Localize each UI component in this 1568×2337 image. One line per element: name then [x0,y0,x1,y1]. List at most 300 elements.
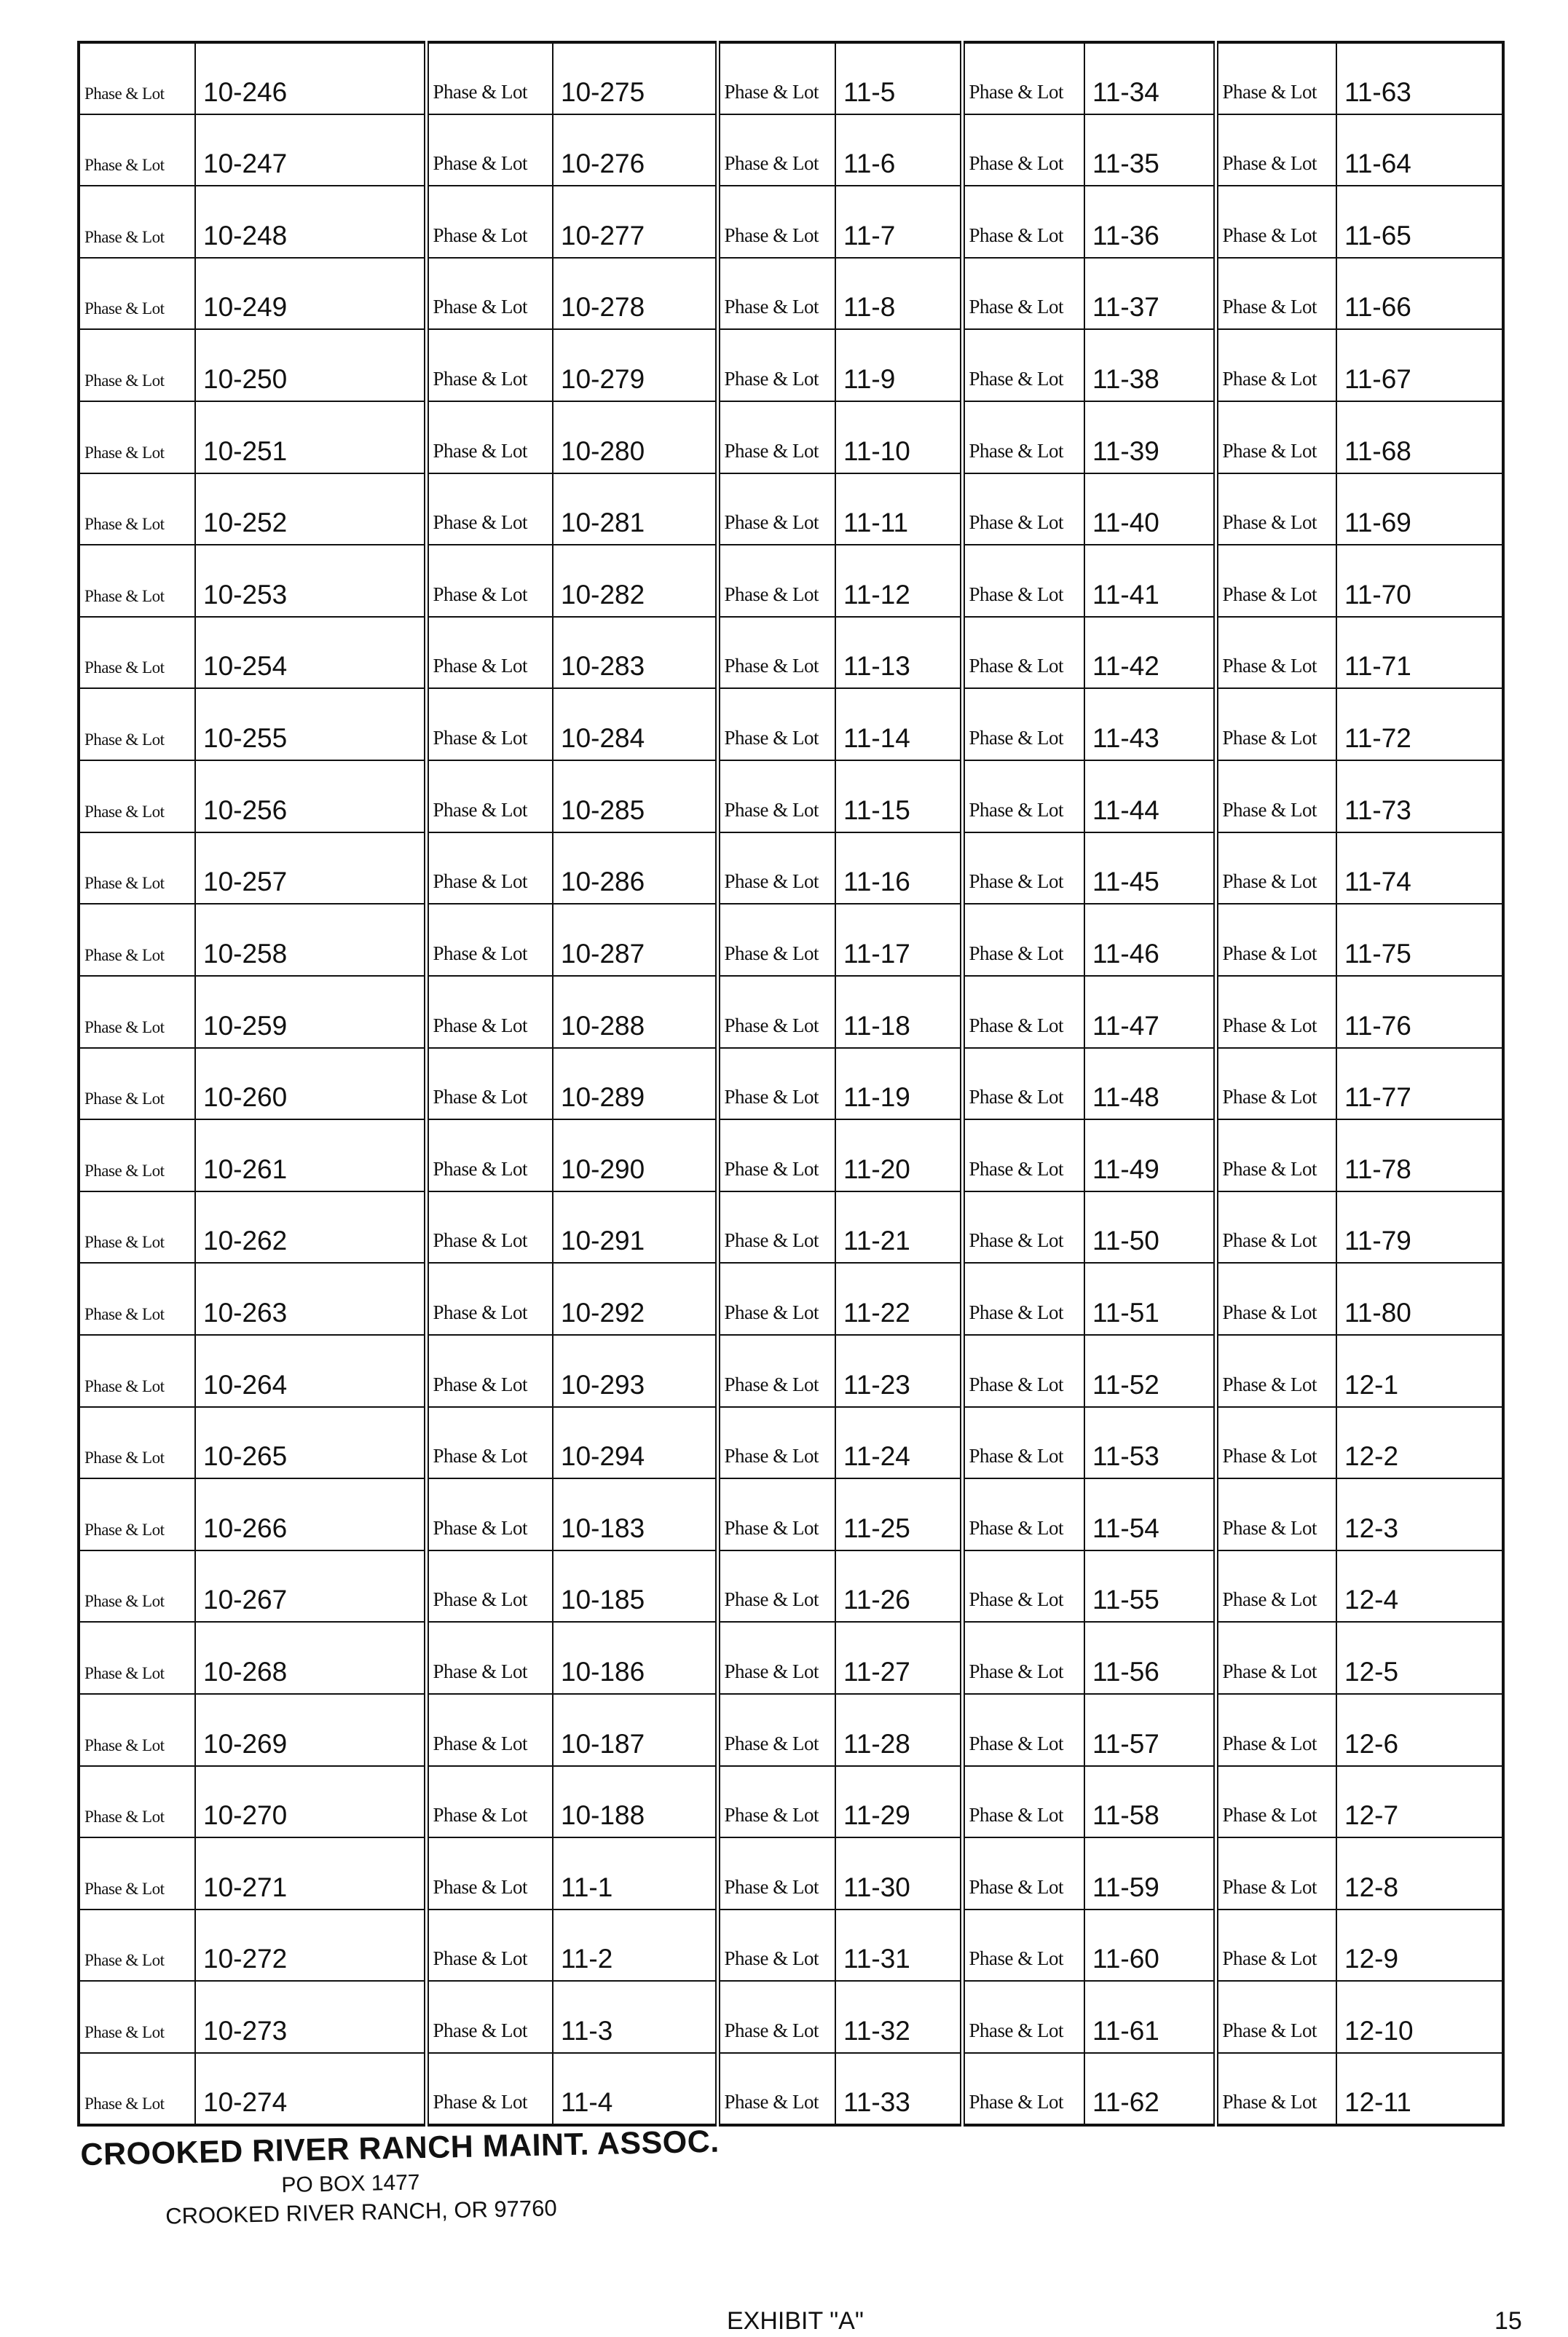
phase-lot-label: Phase & Lot [426,1837,553,1910]
lot-number: 10-249 [195,258,426,330]
lot-number: 11-37 [1084,258,1216,330]
lot-number: 11-58 [1084,1766,1216,1838]
lot-number: 10-290 [553,1119,717,1191]
lot-number: 10-254 [195,617,426,689]
lot-number: 10-294 [553,1407,717,1479]
lot-number: 11-21 [835,1191,962,1264]
phase-lot-label: Phase & Lot [962,1407,1084,1479]
lot-number: 10-247 [195,114,426,186]
phase-lot-label: Phase & Lot [79,1048,195,1120]
phase-lot-label: Phase & Lot [962,545,1084,617]
table-row [79,1766,1503,1838]
lot-number: 10-279 [553,329,717,401]
lot-number: 11-60 [1084,1910,1216,1982]
phase-lot-label: Phase & Lot [1216,186,1336,258]
phase-lot-label: Phase & Lot [962,976,1084,1048]
table-row [79,1263,1503,1335]
lot-number: 12-4 [1336,1550,1503,1623]
lot-number: 10-270 [195,1766,426,1838]
lot-number: 10-286 [553,832,717,905]
table-row [79,1694,1503,1766]
phase-lot-label: Phase & Lot [1216,976,1336,1048]
phase-lot-label: Phase & Lot [1216,1910,1336,1982]
phase-lot-label: Phase & Lot [717,904,835,976]
lot-number: 10-291 [553,1191,717,1264]
lot-number: 11-14 [835,688,962,760]
lot-number: 11-44 [1084,760,1216,832]
phase-lot-label: Phase & Lot [717,329,835,401]
phase-lot-label: Phase & Lot [717,545,835,617]
phase-lot-label: Phase & Lot [79,688,195,760]
lot-number: 11-52 [1084,1335,1216,1407]
phase-lot-label: Phase & Lot [426,545,553,617]
phase-lot-label: Phase & Lot [1216,1694,1336,1766]
table-row [79,329,1503,401]
phase-lot-label: Phase & Lot [1216,1478,1336,1550]
lot-number: 11-76 [1336,976,1503,1048]
phase-lot-label: Phase & Lot [717,401,835,473]
lot-number: 11-29 [835,1766,962,1838]
phase-lot-label: Phase & Lot [1216,114,1336,186]
phase-lot-label: Phase & Lot [79,1263,195,1335]
lot-number: 11-17 [835,904,962,976]
phase-lot-label: Phase & Lot [79,1981,195,2053]
phase-lot-label: Phase & Lot [962,2053,1084,2125]
phase-lot-label: Phase & Lot [79,1407,195,1479]
lot-number: 10-252 [195,473,426,545]
phase-lot-label: Phase & Lot [1216,760,1336,832]
lot-number: 11-9 [835,329,962,401]
table-row [79,1910,1503,1982]
lot-number: 11-59 [1084,1837,1216,1910]
lot-number: 12-10 [1336,1981,1503,2053]
phase-lot-label: Phase & Lot [426,1910,553,1982]
table-row [79,1622,1503,1694]
lot-number: 10-262 [195,1191,426,1264]
lot-number: 11-41 [1084,545,1216,617]
lot-number: 11-34 [1084,42,1216,114]
lot-number: 11-45 [1084,832,1216,905]
phase-lot-label: Phase & Lot [1216,545,1336,617]
phase-lot-label: Phase & Lot [79,473,195,545]
phase-lot-label: Phase & Lot [426,1263,553,1335]
phase-lot-label: Phase & Lot [962,1048,1084,1120]
phase-lot-label: Phase & Lot [717,1335,835,1407]
phase-lot-label: Phase & Lot [717,1910,835,1982]
phase-lot-label: Phase & Lot [962,904,1084,976]
lot-number: 10-261 [195,1119,426,1191]
phase-lot-label: Phase & Lot [426,1622,553,1694]
association-name: CROOKED RIVER RANCH MAINT. ASSOC. [80,2124,720,2172]
lot-number: 10-274 [195,2053,426,2125]
phase-lot-label: Phase & Lot [1216,42,1336,114]
lot-number: 10-289 [553,1048,717,1120]
phase-lot-label: Phase & Lot [717,760,835,832]
lot-number: 10-268 [195,1622,426,1694]
phase-lot-label: Phase & Lot [717,42,835,114]
lot-number: 10-188 [553,1766,717,1838]
lot-number: 11-75 [1336,904,1503,976]
lot-number: 11-73 [1336,760,1503,832]
table-row [79,2053,1503,2125]
lot-number: 12-1 [1336,1335,1503,1407]
phase-lot-label: Phase & Lot [79,832,195,905]
phase-lot-label: Phase & Lot [79,1910,195,1982]
phase-lot-label: Phase & Lot [426,401,553,473]
phase-lot-label: Phase & Lot [962,1694,1084,1766]
lot-number: 10-292 [553,1263,717,1335]
lot-number: 11-1 [553,1837,717,1910]
lot-number: 10-288 [553,976,717,1048]
phase-lot-label: Phase & Lot [717,1766,835,1838]
lot-number: 10-251 [195,401,426,473]
phase-lot-label: Phase & Lot [1216,1263,1336,1335]
lot-number: 11-6 [835,114,962,186]
lot-number: 10-269 [195,1694,426,1766]
phase-lot-label: Phase & Lot [426,1550,553,1623]
lot-number: 11-39 [1084,401,1216,473]
phase-lot-label: Phase & Lot [717,1048,835,1120]
phase-lot-label: Phase & Lot [962,832,1084,905]
table-row [79,832,1503,905]
phase-lot-label: Phase & Lot [426,976,553,1048]
lot-number: 11-27 [835,1622,962,1694]
phase-lot-label: Phase & Lot [1216,1981,1336,2053]
lot-number: 11-16 [835,832,962,905]
phase-lot-label: Phase & Lot [426,832,553,905]
phase-lot-label: Phase & Lot [717,1191,835,1264]
lot-number: 11-3 [553,1981,717,2053]
page-number: 15 [1494,2307,1522,2335]
table-row [79,760,1503,832]
lot-number: 10-246 [195,42,426,114]
lot-number: 10-258 [195,904,426,976]
phase-lot-label: Phase & Lot [79,617,195,689]
lot-number: 10-248 [195,186,426,258]
phase-lot-label: Phase & Lot [717,2053,835,2125]
table-row [79,976,1503,1048]
phase-lot-label: Phase & Lot [1216,473,1336,545]
lot-number: 11-62 [1084,2053,1216,2125]
phase-lot-label: Phase & Lot [962,1622,1084,1694]
phase-lot-label: Phase & Lot [79,904,195,976]
lot-number: 10-267 [195,1550,426,1623]
phase-lot-label: Phase & Lot [79,1191,195,1264]
lot-number: 11-46 [1084,904,1216,976]
lot-number: 11-63 [1336,42,1503,114]
lot-number: 11-64 [1336,114,1503,186]
lot-number: 11-31 [835,1910,962,1982]
lot-number: 10-280 [553,401,717,473]
exhibit-label: EXHIBIT "A" [727,2307,864,2335]
phase-lot-label: Phase & Lot [717,114,835,186]
phase-lot-label: Phase & Lot [426,473,553,545]
phase-lot-label: Phase & Lot [79,114,195,186]
lot-number: 11-78 [1336,1119,1503,1191]
table-row [79,688,1503,760]
lot-number: 11-32 [835,1981,962,2053]
lot-number: 10-253 [195,545,426,617]
phase-lot-label: Phase & Lot [79,186,195,258]
lot-number: 11-26 [835,1550,962,1623]
phase-lot-label: Phase & Lot [962,1263,1084,1335]
phase-lot-label: Phase & Lot [962,114,1084,186]
table-row [79,1191,1503,1264]
lot-number: 11-43 [1084,688,1216,760]
lot-number: 11-22 [835,1263,962,1335]
phase-lot-label: Phase & Lot [426,1191,553,1264]
table-row [79,1981,1503,2053]
lot-number: 11-53 [1084,1407,1216,1479]
lot-number: 11-42 [1084,617,1216,689]
lot-number: 11-57 [1084,1694,1216,1766]
phase-lot-label: Phase & Lot [1216,1550,1336,1623]
lot-number: 11-71 [1336,617,1503,689]
lot-number: 10-272 [195,1910,426,1982]
lot-number: 10-255 [195,688,426,760]
lot-number: 11-68 [1336,401,1503,473]
phase-lot-label: Phase & Lot [717,1622,835,1694]
phase-lot-label: Phase & Lot [962,1981,1084,2053]
lot-number: 10-257 [195,832,426,905]
phase-lot-label: Phase & Lot [1216,1766,1336,1838]
lot-number: 11-12 [835,545,962,617]
lot-number: 11-35 [1084,114,1216,186]
lot-number: 11-4 [553,2053,717,2125]
phase-lot-label: Phase & Lot [717,1837,835,1910]
lot-number: 10-256 [195,760,426,832]
phase-lot-label: Phase & Lot [962,42,1084,114]
lot-number: 10-275 [553,42,717,114]
phase-lot-label: Phase & Lot [79,1550,195,1623]
lot-number: 11-72 [1336,688,1503,760]
phase-lot-label: Phase & Lot [426,1478,553,1550]
lot-number: 11-7 [835,186,962,258]
table-row [79,1550,1503,1623]
lot-number: 11-79 [1336,1191,1503,1264]
lot-number: 11-74 [1336,832,1503,905]
po-box: PO BOX 1477 [281,2170,420,2198]
table-row [79,258,1503,330]
phase-lot-label: Phase & Lot [717,258,835,330]
lot-number: 11-69 [1336,473,1503,545]
phase-lot-table [77,41,1505,2127]
table-row [79,617,1503,689]
lot-number: 11-38 [1084,329,1216,401]
phase-lot-label: Phase & Lot [962,1335,1084,1407]
lot-number: 11-20 [835,1119,962,1191]
lot-number: 11-36 [1084,186,1216,258]
phase-lot-label: Phase & Lot [426,2053,553,2125]
lot-number: 11-65 [1336,186,1503,258]
table-row [79,1478,1503,1550]
lot-number: 11-8 [835,258,962,330]
phase-lot-label: Phase & Lot [962,473,1084,545]
lot-number: 10-186 [553,1622,717,1694]
lot-number: 11-40 [1084,473,1216,545]
phase-lot-label: Phase & Lot [962,1119,1084,1191]
lot-number: 11-5 [835,42,962,114]
table-row [79,42,1503,114]
lot-number: 11-11 [835,473,962,545]
lot-number: 11-33 [835,2053,962,2125]
lot-number: 11-30 [835,1837,962,1910]
table-row [79,545,1503,617]
phase-lot-label: Phase & Lot [426,114,553,186]
phase-lot-label: Phase & Lot [79,1766,195,1838]
phase-lot-label: Phase & Lot [962,1837,1084,1910]
phase-lot-label: Phase & Lot [79,1837,195,1910]
phase-lot-label: Phase & Lot [426,1766,553,1838]
phase-lot-label: Phase & Lot [1216,1119,1336,1191]
table-row [79,1407,1503,1479]
phase-lot-label: Phase & Lot [1216,1407,1336,1479]
lot-number: 11-25 [835,1478,962,1550]
lot-number: 12-3 [1336,1478,1503,1550]
phase-lot-label: Phase & Lot [1216,1048,1336,1120]
phase-lot-label: Phase & Lot [79,760,195,832]
phase-lot-label: Phase & Lot [717,1263,835,1335]
phase-lot-label: Phase & Lot [717,976,835,1048]
phase-lot-label: Phase & Lot [1216,1335,1336,1407]
lot-number: 11-48 [1084,1048,1216,1120]
phase-lot-label: Phase & Lot [962,1766,1084,1838]
phase-lot-label: Phase & Lot [962,1478,1084,1550]
phase-lot-label: Phase & Lot [717,1119,835,1191]
lot-number: 10-277 [553,186,717,258]
phase-lot-label: Phase & Lot [1216,688,1336,760]
phase-lot-label: Phase & Lot [426,1119,553,1191]
lot-number: 12-9 [1336,1910,1503,1982]
lot-number: 10-185 [553,1550,717,1623]
lot-number: 11-55 [1084,1550,1216,1623]
lot-number: 11-23 [835,1335,962,1407]
lot-number: 10-250 [195,329,426,401]
table-row [79,1335,1503,1407]
lot-number: 10-278 [553,258,717,330]
lot-number: 10-273 [195,1981,426,2053]
phase-lot-label: Phase & Lot [962,760,1084,832]
lot-number: 11-19 [835,1048,962,1120]
table-row [79,114,1503,186]
lot-number: 10-265 [195,1407,426,1479]
lot-number: 11-66 [1336,258,1503,330]
phase-lot-label: Phase & Lot [717,1550,835,1623]
lot-number: 11-80 [1336,1263,1503,1335]
table-row [79,1048,1503,1120]
lot-number: 12-11 [1336,2053,1503,2125]
phase-lot-label: Phase & Lot [717,473,835,545]
lot-number: 11-13 [835,617,962,689]
phase-lot-label: Phase & Lot [426,186,553,258]
phase-lot-label: Phase & Lot [717,832,835,905]
lot-number: 10-287 [553,904,717,976]
phase-lot-label: Phase & Lot [426,1335,553,1407]
lot-number: 11-61 [1084,1981,1216,2053]
phase-lot-label: Phase & Lot [426,42,553,114]
phase-lot-label: Phase & Lot [426,617,553,689]
phase-lot-label: Phase & Lot [1216,401,1336,473]
phase-lot-label: Phase & Lot [426,904,553,976]
phase-lot-label: Phase & Lot [717,1478,835,1550]
table-row [79,186,1503,258]
lot-number: 10-281 [553,473,717,545]
lot-number: 12-6 [1336,1694,1503,1766]
table-row [79,904,1503,976]
phase-lot-label: Phase & Lot [717,688,835,760]
phase-lot-label: Phase & Lot [1216,904,1336,976]
phase-lot-label: Phase & Lot [79,1478,195,1550]
phase-lot-label: Phase & Lot [1216,329,1336,401]
phase-lot-label: Phase & Lot [717,617,835,689]
lot-number: 10-187 [553,1694,717,1766]
lot-number: 10-183 [553,1478,717,1550]
phase-lot-label: Phase & Lot [962,688,1084,760]
lot-number: 10-266 [195,1478,426,1550]
lot-number: 11-50 [1084,1191,1216,1264]
lot-number: 11-18 [835,976,962,1048]
lot-number: 11-24 [835,1407,962,1479]
phase-lot-label: Phase & Lot [79,1119,195,1191]
lot-number: 10-283 [553,617,717,689]
phase-lot-label: Phase & Lot [426,329,553,401]
phase-lot-label: Phase & Lot [962,329,1084,401]
city-state-zip: CROOKED RIVER RANCH, OR 97760 [165,2195,558,2229]
phase-lot-label: Phase & Lot [79,1335,195,1407]
lot-number: 10-263 [195,1263,426,1335]
phase-lot-label: Phase & Lot [717,186,835,258]
phase-lot-label: Phase & Lot [1216,2053,1336,2125]
phase-lot-label: Phase & Lot [717,1407,835,1479]
lot-number: 12-7 [1336,1766,1503,1838]
phase-lot-label: Phase & Lot [962,186,1084,258]
phase-lot-label: Phase & Lot [1216,1622,1336,1694]
phase-lot-label: Phase & Lot [79,976,195,1048]
lot-number: 11-15 [835,760,962,832]
lot-number: 10-259 [195,976,426,1048]
lot-number: 11-10 [835,401,962,473]
lot-number: 11-2 [553,1910,717,1982]
association-address [80,2124,721,2231]
lot-number: 10-284 [553,688,717,760]
lot-number: 11-54 [1084,1478,1216,1550]
lot-number: 12-5 [1336,1622,1503,1694]
lot-number: 11-77 [1336,1048,1503,1120]
phase-lot-label: Phase & Lot [1216,832,1336,905]
phase-lot-label: Phase & Lot [717,1981,835,2053]
phase-lot-label: Phase & Lot [962,258,1084,330]
phase-lot-label: Phase & Lot [426,1694,553,1766]
lot-number: 11-70 [1336,545,1503,617]
lot-number: 10-285 [553,760,717,832]
table-row [79,1119,1503,1191]
phase-lot-label: Phase & Lot [962,617,1084,689]
phase-lot-label: Phase & Lot [426,1048,553,1120]
phase-lot-label: Phase & Lot [79,1622,195,1694]
table-row [79,1837,1503,1910]
table-row [79,401,1503,473]
lot-number: 10-293 [553,1335,717,1407]
phase-lot-label: Phase & Lot [426,688,553,760]
lot-number: 11-49 [1084,1119,1216,1191]
phase-lot-label: Phase & Lot [79,401,195,473]
phase-lot-label: Phase & Lot [426,1981,553,2053]
phase-lot-label: Phase & Lot [79,2053,195,2125]
phase-lot-label: Phase & Lot [962,1191,1084,1264]
phase-lot-label: Phase & Lot [1216,1191,1336,1264]
lot-number: 10-264 [195,1335,426,1407]
lot-number: 12-2 [1336,1407,1503,1479]
